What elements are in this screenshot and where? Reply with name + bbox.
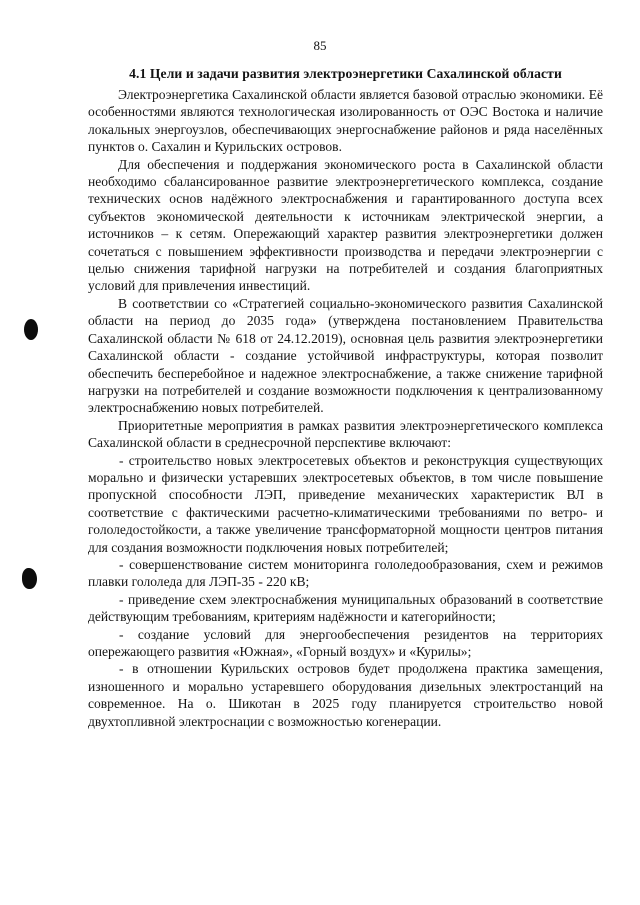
list-item: - в отношении Курильских островов будет продолжена практика замещения, изношенного и морально устаревшего оборудования дизельных электростанций на современное. На о. Шикотан в 2025 году планируется строительство новой двухтопливной электроснации с возможностью когенерации.	[88, 661, 603, 729]
section-heading: 4.1 Цели и задачи развития электроэнергетики Сахалинской области	[129, 66, 562, 81]
page-number: 85	[313, 38, 327, 53]
paragraph-intro: Электроэнергетика Сахалинской области является базовой отраслью экономики. Её особенностями являются технологическая изолированность от ОЭС Востока и наличие локальных энергоузлов, обеспечивающих энергоснабжение районов и ряда населённых пунктов о. Сахалин и Курильских островов.	[88, 87, 603, 155]
paragraph-priorities: Приоритетные мероприятия в рамках развития электроэнергетического комплекса Сахалинской области в среднесрочной перспективе включают:	[88, 417, 603, 451]
list-item: - создание условий для энергообеспечения резидентов на территориях опережающего развития «Южная», «Горный воздух» и «Курилы»;	[88, 626, 603, 659]
punch-hole-mark	[22, 568, 37, 589]
paragraph-strategy: В соответствии со «Стратегией социально-экономического развития Сахалинской области на период до 2035 года» (утверждена постановлением Правительства Сахалинской области № 618 от 24.12.2019), основная цель развития электроэнергетики Сахалинской области - создание устойчивой инфраструктуры, которая позволит обеспечить бесперебойное и надежное электроснабжение, а также снижение тарифной нагрузки на потребителей и создание возможности подключения к централизованному электроснабжению новых потребителей.	[88, 295, 603, 416]
document-body	[88, 86, 603, 730]
list-item: - строительство новых электросетевых объектов и реконструкция существующих морально и физически устаревших электросетевых объектов, в том числе повышение пропускной способности ЛЭП, приведение механических характеристик ВЛ в соответствие с фактическими расчетно-климатическими требованиями по ветро- и гололедостойкости, а также увеличение трансформаторной мощности центров питания для создания возможности подключения новых потребителей;	[88, 452, 603, 555]
list-item: - приведение схем электроснабжения муниципальных образований в соответствие действующим требованиям, критериям надёжности и категорийности;	[88, 591, 603, 625]
list-item: - совершенствование систем мониторинга гололедообразования, схем и режимов плавки гололеда для ЛЭП-35 - 220 кВ;	[88, 556, 603, 590]
paragraph-growth: Для обеспечения и поддержания экономического роста в Сахалинской области необходимо сбалансированное развитие электроэнергетического комплекса, создание технических основ надёжного электроснабжения и гарантированного доступа всех субъектов экономической деятельности к источникам электрической энергии, а источников – к сетям. Опережающий характер развития электроэнергетики должен сочетаться с повышением эффективности производства и передачи электроэнергии с целью снижения тарифной нагрузки на потребителей и создания благоприятных условий для привлечения инвестиций.	[88, 156, 603, 294]
punch-hole-mark	[24, 319, 38, 340]
